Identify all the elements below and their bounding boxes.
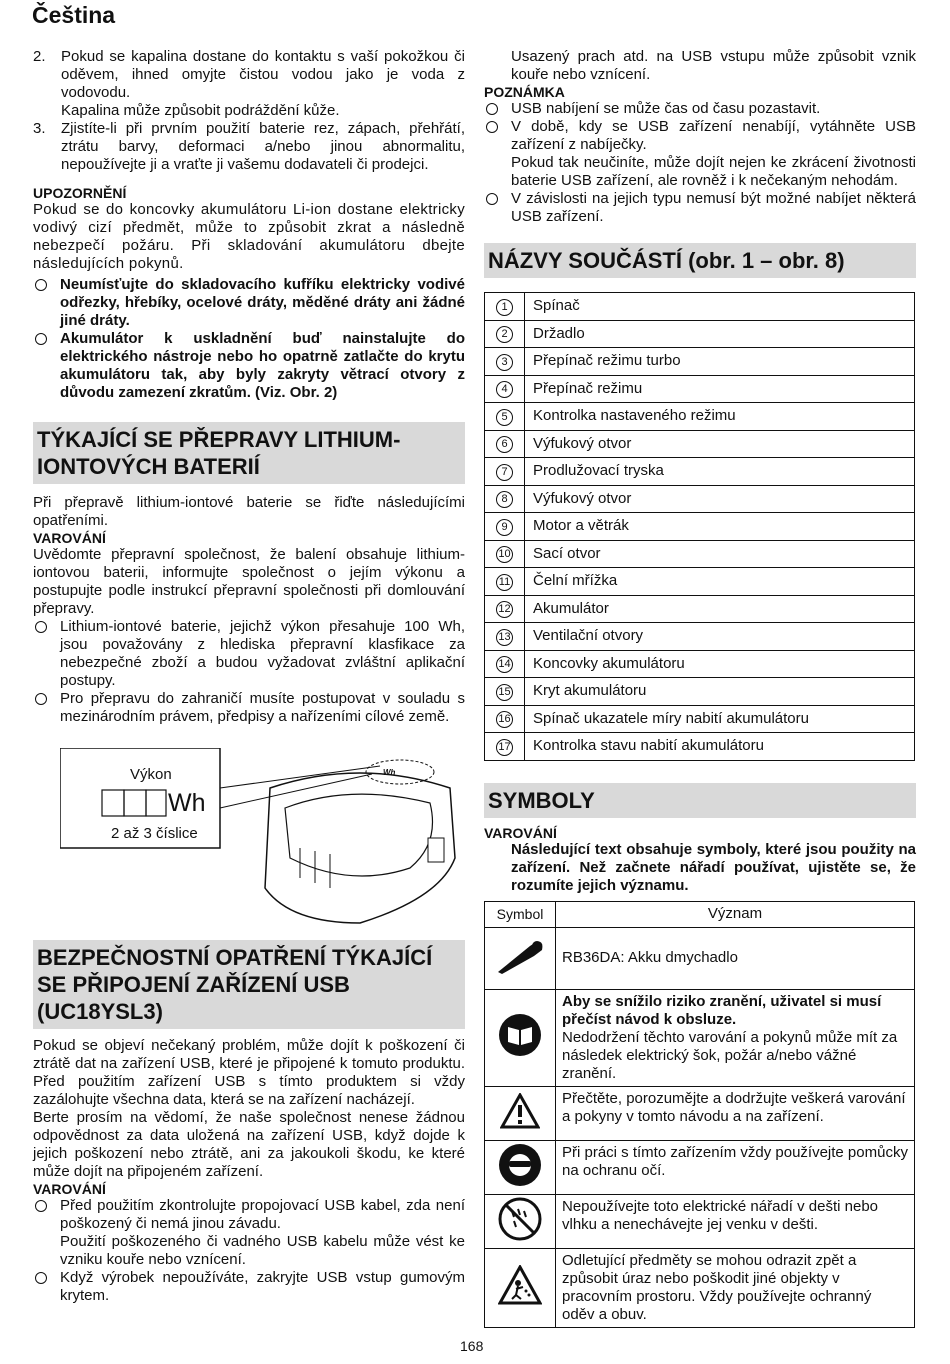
part-label: Držadlo [525,320,915,348]
parts-row [485,375,915,403]
part-number-circle: 9 [496,519,513,536]
part-number-circle: 10 [496,546,513,563]
section-heading-usb: BEZPEČNOSTNÍ OPATŘENÍ TÝKAJÍCÍ SE PŘIPOJENÍ ZAŘÍZENÍ USB (UC18YSL3) [33,940,465,1029]
list-item-3 [33,120,465,174]
no-rain-icon [485,1194,556,1248]
part-label: Výfukový otvor [525,485,915,513]
note-cont: Pokud tak neučiníte, může dojít nejen ke zkrácení životnosti baterie USB zařízení, ale rovněž i k nečekaným nehodám. [511,154,916,189]
parts-row [485,678,915,706]
section-heading-symbols: SYMBOLY [484,783,916,818]
symbol-column-header: Symbol [485,901,556,927]
bullet-icon [486,121,498,133]
symbols-table [484,901,915,1328]
parts-row [485,430,915,458]
parts-row [485,733,915,761]
usb-p2: Berte prosím na vědomí, že naše společnost nenese žádnou odpovědnost za data uložená na zařízení USB, když dojde k jejich poškození nebo ztrátě, ani za jakoukoli škodu, ke které může dojít na připojeném zařízení. [33,1109,465,1180]
right-column [484,48,916,1328]
parts-row [485,540,915,568]
figure-label-top: Výkon [130,766,172,783]
part-number [485,595,525,623]
blower-icon [485,927,556,989]
bullet-icon [35,621,47,633]
note-text: V době, kdy se USB zařízení nenabíjí, vytáhněte USB zařízení z nabíječky. [511,118,916,153]
part-number-circle: 17 [496,739,513,756]
parts-row [485,650,915,678]
part-label: Přepínač režimu turbo [525,348,915,376]
part-number [485,623,525,651]
part-number [485,348,525,376]
part-number [485,678,525,706]
eye-protection-icon [485,1140,556,1194]
list-item-2 [33,48,465,120]
symbol-meaning: Nepoužívejte toto elektrické nářadí v dešti nebo vlhku a nenechávejte jej venku v dešti. [556,1194,915,1248]
note-item [484,190,916,226]
parts-row [485,513,915,541]
bullet-icon [486,193,498,205]
part-label: Akumulátor [525,595,915,623]
part-label: Kontrolka stavu nabití akumulátoru [525,733,915,761]
bullet-item [33,690,465,726]
note-label: POZNÁMKA [484,84,565,100]
symbol-meaning: Odletující předměty se mohou odrazit zpět a způsobit úraz nebo poškodit jiné objekty v pracovním prostoru. Vždy používejte ochranný oděv a obuv. [556,1248,915,1327]
symbol-meaning: Při práci s tímto zařízením vždy používejte pomůcky na ochranu očí. [556,1140,915,1194]
meaning-column-header: Význam [556,901,915,927]
bullet-icon [35,693,47,705]
bullet-item [33,276,465,330]
item-text: Zjistíte-li při prvním použití baterie rez, zápach, přehřátí, ztrátu barvy, deformaci a/nebo jinou abnormalitu, nepoužívejte ji a vraťte ji vašemu dodavateli či prodejci. [61,120,465,173]
section-heading-parts: NÁZVY SOUČÁSTÍ (obr. 1 – obr. 8) [484,243,916,278]
part-number [485,733,525,761]
language-heading: Čeština [32,2,116,28]
transport-intro: Při přepravě lithium-iontové baterie se řiďte následujícími opatřeními. [33,494,465,529]
bullet-text: Když výrobek nepoužíváte, zakryjte USB vstup gumovým krytem. [60,1269,465,1304]
part-number [485,650,525,678]
read-manual-icon [485,989,556,1086]
part-label: Sací otvor [525,540,915,568]
parts-row [485,348,915,376]
bullet-text: Lithium-iontové baterie, jejichž výkon přesahuje 100 Wh, jsou považovány z hlediska přepravní klasfikace za nebezpečné zboží a budou vyžadovat zvláštní aplikační postupy. [60,618,465,689]
part-number-circle: 7 [496,464,513,481]
item-text-cont: Kapalina může způsobit podráždění kůže. [61,102,340,119]
note-text: USB nabíjení se může čas od času pozastavit. [511,100,821,117]
part-label: Spínač [525,293,915,321]
usb-section [33,940,465,1305]
bullet-icon [35,333,47,345]
part-number [485,568,525,596]
parts-row [485,568,915,596]
note-item [484,118,916,154]
parts-row [485,293,915,321]
part-number-circle: 13 [496,629,513,646]
warning-triangle-icon [485,1086,556,1140]
part-number-circle: 16 [496,711,513,728]
note-text: V závislosti na jejich typu nemusí být možné nabíjet některá USB zařízení. [511,190,916,225]
symbol-meaning [556,989,915,1086]
symbol-meaning-text: Nedodržení těchto varování a pokynů může mít za následek elektrický šok, požár a/nebo vážné zranění. [562,1028,898,1082]
part-number [485,458,525,486]
bullet-item [33,618,465,690]
part-number [485,403,525,431]
warning-label: VAROVÁNÍ [33,1181,106,1197]
bullet-text: Neumísťujte do skladovacího kufříku elektricky vodivé odřezky, hřebíky, ocelové dráty, měděné dráty ani žádné jiné dráty. [60,276,465,329]
parts-row [485,595,915,623]
usb-cont-text: Usazený prach atd. na USB vstupu může způsobit vznik kouře nebo vznícení. [511,48,916,83]
bullet-cont: Použití poškozeného či vadného USB kabelu může vést ke vzniku kouře nebo vznícení. [60,1233,465,1268]
parts-row [485,705,915,733]
parts-row [485,485,915,513]
part-number-circle: 8 [496,491,513,508]
part-number-circle: 3 [496,354,513,371]
parts-table [484,292,915,761]
bullet-item [33,1197,465,1233]
part-number [485,705,525,733]
part-number [485,540,525,568]
item-number: 3. [33,120,46,137]
part-label: Kontrolka nastaveného režimu [525,403,915,431]
part-label: Ventilační otvory [525,623,915,651]
parts-row [485,320,915,348]
part-label: Čelní mřížka [525,568,915,596]
part-number-circle: 6 [496,436,513,453]
usb-p1: Pokud se objeví nečekaný problém, může dojít k poškození či ztrátě dat na zařízení USB, které je připojené k tomuto produktu. Před použitím zařízení USB s tímto produktem si vždy zazálohujte všechna data, která se na zařízení nacházejí. [33,1037,465,1108]
part-number [485,513,525,541]
part-label: Kryt akumulátoru [525,678,915,706]
page-number: 168 [460,1338,484,1354]
left-column [33,48,465,726]
part-number [485,375,525,403]
battery-figure [60,748,460,926]
item-number: 2. [33,48,46,65]
part-label: Koncovky akumulátoru [525,650,915,678]
warning-label: VAROVÁNÍ [33,530,106,546]
bullet-icon [486,103,498,115]
part-label: Prodlužovací tryska [525,458,915,486]
parts-row [485,458,915,486]
symbol-meaning: Přečtěte, porozumějte a dodržujte veškerá varování a pokyny v tomto návodu a na zařízení. [556,1086,915,1140]
parts-row [485,623,915,651]
bullet-text: Pro přepravu do zahraničí musíte postupovat v souladu s mezinárodním právem, předpisy a nařízeními cílové země. [60,690,465,725]
figure-label-bottom: 2 až 3 číslice [111,825,198,842]
warning-label: VAROVÁNÍ [484,824,557,841]
part-number-circle: 1 [496,299,513,316]
part-number [485,320,525,348]
parts-row [485,403,915,431]
bullet-text: Před použitím zkontrolujte propojovací USB kabel, zda není poškozený či nemá jinou závadu. [60,1197,465,1232]
part-number-circle: 12 [496,601,513,618]
part-number [485,430,525,458]
section-heading-transport: TÝKAJÍCÍ SE PŘEPRAVY LITHIUM-IONTOVÝCH BATERIÍ [33,422,465,484]
warning-text: Uvědomte přepravní společnost, že balení obsahuje lithium-iontovou baterii, informujte společnost o jejím výkonu a postupujte podle instrukcí přepravní společnosti při domlouvání přepravy. [33,546,465,617]
symbol-meaning-bold: Aby se snížilo riziko zranění, uživatel si musí přečíst návod k obsluze. [562,992,882,1028]
part-number-circle: 4 [496,381,513,398]
bullet-icon [35,1272,47,1284]
part-number-circle: 11 [496,574,513,591]
bullet-icon [35,279,47,291]
part-label: Přepínač režimu [525,375,915,403]
figure-unit: Wh [168,789,206,817]
bullet-item [33,1269,465,1305]
bullet-icon [35,1200,47,1212]
bullet-text: Akumulátor k uskladnění buď nainstalujte do elektrického nástroje nebo ho opatrně zatlačte do krytu akumulátoru tak, aby byly zakryty větrací otvory z důvodu zamezení zkratům. (Viz. Obr. 2) [60,330,465,401]
flying-objects-icon [485,1248,556,1327]
caution-label: UPOZORNĚNÍ [33,185,127,201]
part-label: Spínač ukazatele míry nabití akumulátoru [525,705,915,733]
battery-wh-label: Wh [383,768,396,777]
symbol-meaning: RB36DA: Akku dmychadlo [556,927,915,989]
part-number [485,293,525,321]
item-text: Pokud se kapalina dostane do kontaktu s vaší pokožkou či oděvem, ihned omyjte čistou vodou jako je voda z vodovodu. [61,48,465,101]
part-number-circle: 5 [496,409,513,426]
part-number-circle: 14 [496,656,513,673]
caution-text: Pokud se do koncovky akumulátoru Li-ion dostane elektricky vodivý cizí předmět, může to způsobit zkrat a následně nebezpečí požáru. Při skladování akumulátoru dbejte následujících pokynů. [33,201,465,272]
note-item [484,100,916,118]
part-number [485,485,525,513]
bullet-item [33,330,465,402]
part-number-circle: 2 [496,326,513,343]
part-number-circle: 15 [496,684,513,701]
part-label: Výfukový otvor [525,430,915,458]
part-label: Motor a větrák [525,513,915,541]
symbols-warning-text: Následující text obsahuje symboly, které jsou použity na zařízení. Než začnete nářadí používat, ujistěte se, že rozumíte jejich významu. [511,840,916,894]
